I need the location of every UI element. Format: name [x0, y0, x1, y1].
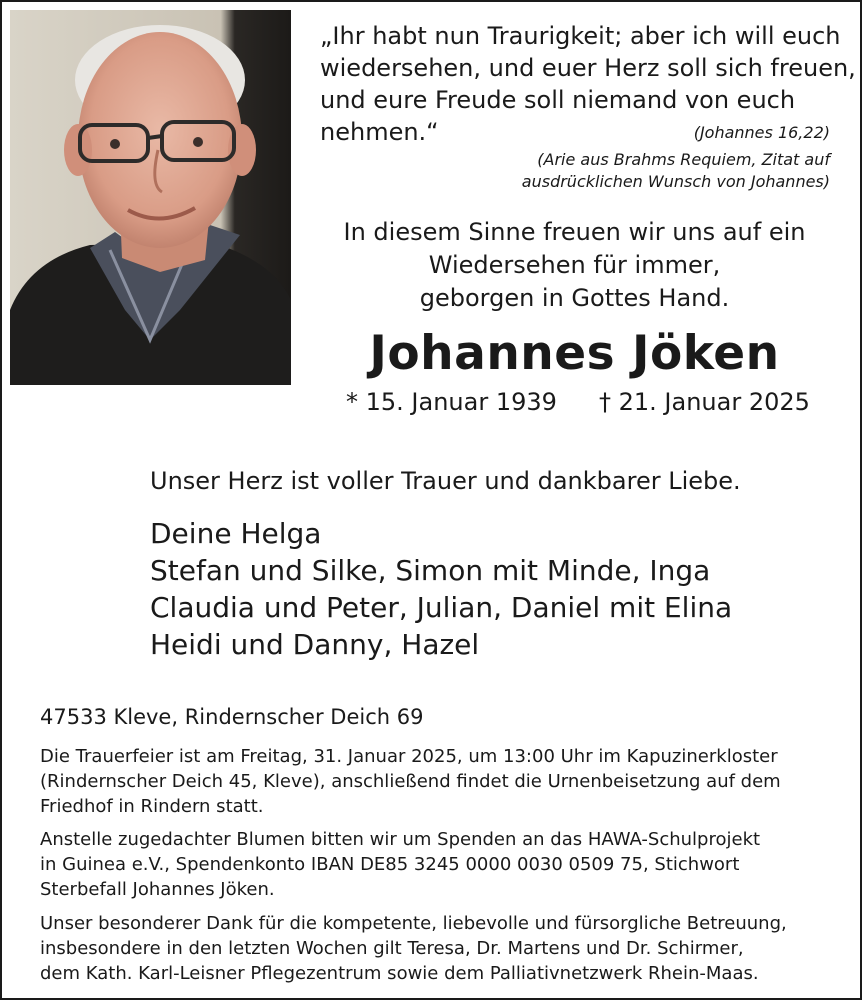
- thanks-line: dem Kath. Karl-Leisner Pflegezentrum sowie dem Palliativnetzwerk Rhein-Maas.: [40, 963, 759, 984]
- hope-line: Wiedersehen für immer,: [428, 251, 721, 279]
- quote-note-line: (Arie aus Brahms Requiem, Zitat auf: [537, 150, 830, 169]
- hope-statement: [302, 216, 847, 315]
- quote-line: „Ihr habt nun Traurigkeit; aber ich will euch: [320, 22, 841, 50]
- quote-line: und eure Freude soll niemand von euch: [320, 86, 796, 114]
- quote-line: wiedersehen, und euer Herz soll sich freuen,: [320, 54, 856, 82]
- birth-date: * 15. Januar 1939: [346, 388, 557, 416]
- thanks-line: insbesondere in den letzten Wochen gilt Teresa, Dr. Martens und Dr. Schirmer,: [40, 938, 744, 959]
- quote-line: nehmen.“: [320, 118, 439, 146]
- family-member: Claudia und Peter, Julian, Daniel mit Elina: [150, 591, 733, 624]
- funeral-line: Friedhof in Rindern statt.: [40, 796, 264, 817]
- family-member: Stefan und Silke, Simon mit Minde, Inga: [150, 554, 711, 587]
- portrait-photo-icon: [10, 10, 291, 385]
- family-member: Heidi und Danny, Hazel: [150, 628, 480, 661]
- donation-line: in Guinea e.V., Spendenkonto IBAN DE85 3245 0000 0030 0509 75, Stichwort: [40, 854, 740, 875]
- funeral-info: [40, 744, 840, 819]
- donation-line: Sterbefall Johannes Jöken.: [40, 879, 275, 900]
- deceased-name: Johannes Jöken: [369, 326, 780, 381]
- hope-line: geborgen in Gottes Hand.: [419, 284, 730, 312]
- donation-info: [40, 827, 840, 902]
- quote-note: [410, 149, 830, 193]
- portrait-photo: [10, 10, 291, 385]
- death-date: † 21. Januar 2025: [599, 388, 810, 416]
- mourning-statement: Unser Herz ist voller Trauer und dankbarer Liebe.: [150, 467, 741, 495]
- address: 47533 Kleve, Rindernscher Deich 69: [40, 705, 424, 729]
- family-list: [150, 515, 732, 663]
- thanks-line: Unser besonderer Dank für die kompetente, liebevolle und fürsorgliche Betreuung,: [40, 913, 787, 934]
- quote-note-line: ausdrücklichen Wunsch von Johannes): [521, 172, 830, 191]
- family-member: Deine Helga: [150, 517, 322, 550]
- hope-line: In diesem Sinne freuen wir uns auf ein: [343, 218, 806, 246]
- donation-line: Anstelle zugedachter Blumen bitten wir um Spenden an das HAWA-Schulprojekt: [40, 829, 761, 850]
- thanks-info: [40, 911, 840, 986]
- funeral-line: Die Trauerfeier ist am Freitag, 31. Januar 2025, um 13:00 Uhr im Kapuzinerkloster: [40, 746, 778, 767]
- funeral-line: (Rindernscher Deich 45, Kleve), anschließend findet die Urnenbeisetzung auf dem: [40, 771, 781, 792]
- quote-reference: (Johannes 16,22): [693, 123, 830, 142]
